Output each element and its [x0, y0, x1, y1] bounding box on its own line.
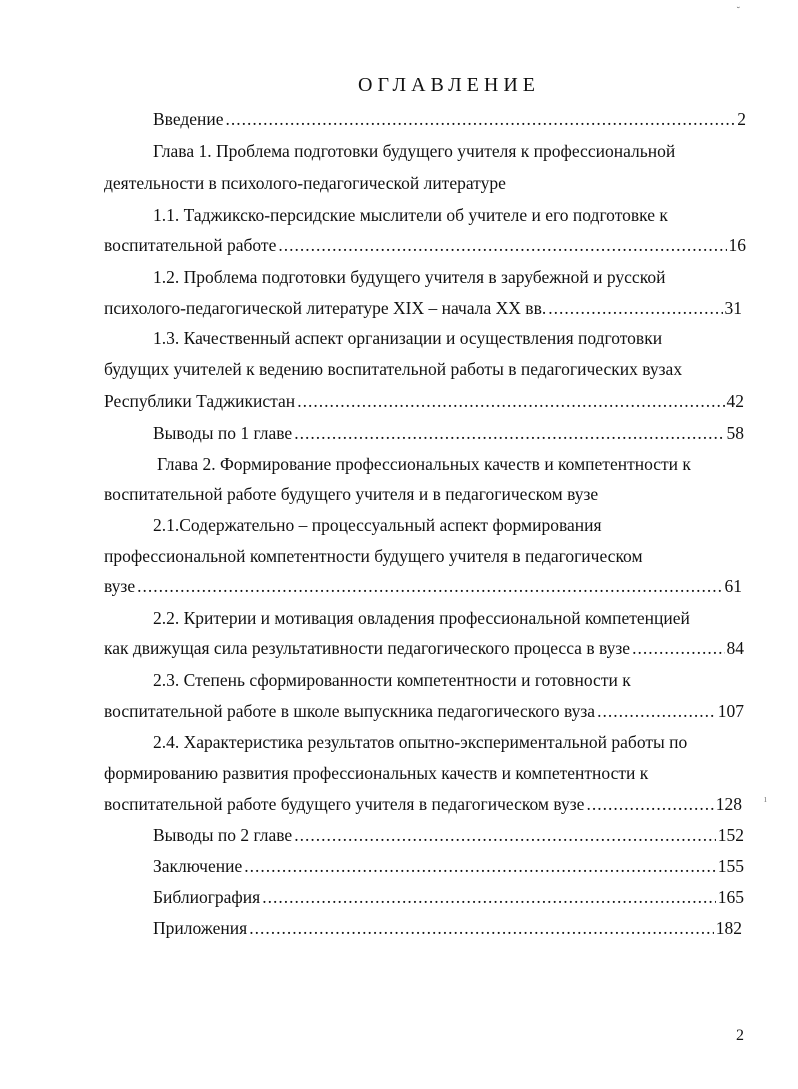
- toc-chapter-2-line-2: воспитательной работе будущего учителя и в педагогическом вузе: [104, 484, 599, 504]
- toc-entry-page: 31: [724, 298, 742, 318]
- toc-entry-label: вузе: [104, 576, 136, 596]
- toc-entry-page: 165: [717, 887, 744, 907]
- toc-leader: [548, 293, 722, 323]
- toc-entry-page: 84: [726, 638, 744, 658]
- toc-entry-page: 42: [726, 391, 744, 411]
- toc-entry-bibliography: [153, 882, 744, 912]
- scan-corner-mark: ˘: [736, 6, 740, 17]
- toc-entry-page: 58: [726, 423, 744, 443]
- toc-entry-page: 182: [715, 918, 742, 938]
- toc-section-2-3-line-2: [104, 696, 744, 726]
- toc-leader: [632, 633, 724, 663]
- toc-section-2-4-line-2: формированию развития профессиональных качеств и компетентности к: [104, 763, 649, 783]
- scan-side-mark: ı: [764, 794, 767, 805]
- toc-section-1-3-line-1: 1.3. Качественный аспект организации и осуществления подготовки: [153, 328, 663, 348]
- toc-entry-conclusions-1: [153, 418, 744, 448]
- toc-leader: [226, 104, 736, 134]
- toc-leader: [137, 571, 722, 601]
- toc-section-1-3-line-3: [104, 386, 744, 416]
- toc-section-2-2-line-2: [104, 633, 744, 663]
- toc-leader: [297, 386, 724, 416]
- toc-chapter-1-line-2: деятельности в психолого-педагогической литературе: [104, 173, 506, 193]
- toc-leader: [244, 851, 716, 881]
- toc-entry-conclusion: [153, 851, 744, 881]
- toc-entry-label: Библиография: [153, 887, 261, 907]
- toc-entry-page: 107: [717, 701, 744, 721]
- toc-entry-appendices: [153, 913, 742, 943]
- toc-entry-label: как движущая сила результативности педагогического процесса в вузе: [104, 638, 631, 658]
- toc-entry-label: Приложения: [153, 918, 248, 938]
- toc-entry-conclusions-2: [153, 820, 744, 850]
- toc-entry-label: Республики Таджикистан: [104, 391, 296, 411]
- toc-leader: [262, 882, 716, 912]
- toc-leader: [294, 820, 716, 850]
- toc-entry-page: 2: [737, 109, 746, 129]
- toc-leader: [278, 230, 726, 260]
- toc-leader: [294, 418, 724, 448]
- toc-section-2-1-line-3: [104, 571, 742, 601]
- toc-section-2-3-line-1: 2.3. Степень сформированности компетентности и готовности к: [153, 670, 631, 690]
- toc-entry-label: воспитательной работе в школе выпускника педагогического вуза: [104, 701, 596, 721]
- toc-section-2-4-line-1: 2.4. Характеристика результатов опытно-экспериментальной работы по: [153, 732, 688, 752]
- toc-section-2-1-line-2: профессиональной компетентности будущего учителя в педагогическом: [104, 546, 643, 566]
- toc-entry-intro: [153, 104, 746, 134]
- toc-entry-label: Выводы по 2 главе: [153, 825, 293, 845]
- toc-leader: [586, 789, 713, 819]
- toc-section-1-2-line-1: 1.2. Проблема подготовки будущего учителя в зарубежной и русской: [153, 267, 666, 287]
- toc-entry-label: психолого-педагогической литературе XIX – начала XX вв.: [104, 298, 547, 318]
- toc-entry-label: воспитательной работе будущего учителя в педагогическом вузе: [104, 794, 585, 814]
- toc-chapter-2-line-1: Глава 2. Формирование профессиональных качеств и компетентности к: [157, 454, 691, 474]
- toc-section-1-1-line-1: 1.1. Таджикско-персидские мыслители об учителе и его подготовке к: [153, 205, 668, 225]
- toc-section-1-2-line-2: [104, 293, 742, 323]
- toc-entry-page: 61: [724, 576, 742, 596]
- toc-leader: [597, 696, 716, 726]
- toc-entry-label: Выводы по 1 главе: [153, 423, 293, 443]
- toc-entry-label: воспитательной работе: [104, 235, 277, 255]
- toc-section-2-2-line-1: 2.2. Критерии и мотивация овладения профессиональной компетенцией: [153, 608, 690, 628]
- toc-entry-label: Заключение: [153, 856, 243, 876]
- toc-leader: [249, 913, 714, 943]
- toc-entry-page: 128: [715, 794, 742, 814]
- page-number: 2: [736, 1027, 744, 1044]
- toc-section-2-4-line-3: [104, 789, 742, 819]
- toc-entry-page: 16: [728, 235, 746, 255]
- toc-section-2-1-line-1: 2.1.Содержательно – процессуальный аспект формирования: [153, 515, 602, 535]
- toc-entry-label: Введение: [153, 109, 224, 129]
- page-title: ОГЛАВЛЕНИЕ: [358, 74, 540, 96]
- toc-section-1-1-line-2: [104, 230, 746, 260]
- toc-section-1-3-line-2: будущих учителей к ведению воспитательной работы в педагогических вузах: [104, 359, 683, 379]
- toc-entry-page: 152: [717, 825, 744, 845]
- toc-chapter-1-line-1: Глава 1. Проблема подготовки будущего учителя к профессиональной: [153, 141, 676, 161]
- toc-entry-page: 155: [717, 856, 744, 876]
